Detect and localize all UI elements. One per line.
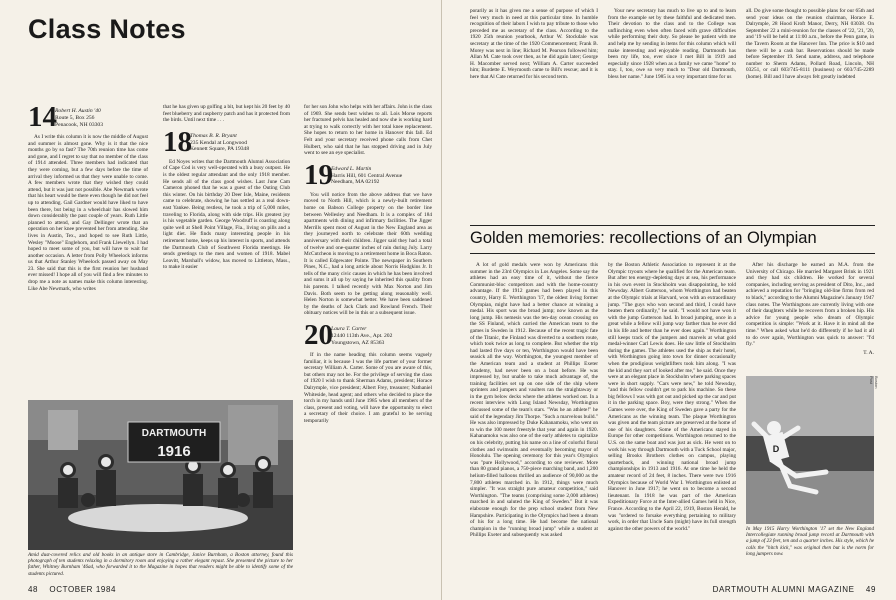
article-column-1 xyxy=(470,262,598,580)
page-number: 49 xyxy=(865,585,876,594)
headline-rule xyxy=(470,225,875,226)
address-line: Harris Hill, 601 Central Avenue xyxy=(331,172,403,179)
column-text: Ed Noyes writes that the Dartmouth Alumni Association of Cape Cod is very well-operated with a busy outpost. He is the oldest regular attendant and the only 1918 member. He sends all of the class good wishes. Last June Cam Cameron phoned that he was a guest of the Outing Club this winter. On his birthday 20 Deer Isle, Maine, residents came to celebrate, showing he has settled as a real down-east Yankee. Being restless, he took a trip of 5,000 miles, traveling to Florida, along with side trips. His greatest joy is his vegetable garden. George Woodruff is coasting along quite well at Shell Point Village, Fla., living on pills and a light diet. He finds many interesting people in his retirement home, keeps up his interest in sports, and attends the Dartmouth Club of Southwest Florida meetings. He sends greetings to the men and women of 1918. Mabel Leavitt, Marshall's widow, has moved to Littleton, Mass., to make it easier xyxy=(163,158,290,271)
address-line: Kennett Square, PA 19348 xyxy=(190,146,250,153)
pennant-year: 1916 xyxy=(157,443,191,460)
left-page xyxy=(0,0,442,600)
long-jump-photo xyxy=(746,376,874,524)
dorm-room-photo-art xyxy=(28,400,293,550)
column-text: for her son John who helps with her affairs. John is the class of 1969. She sends best wishes to all. Lois Morse reports her fractured pelvis has healed and now she is working hard at trying to walk correctly with her total knee replacement. She hopes to return to her home in Hanover this fall. Ed Felt and your secretary received phone calls from Chet Hulbert, who said that he has stopped driving and in July went to see an eye specialist. xyxy=(304,104,432,157)
class-year-18: 18 xyxy=(163,125,192,158)
pennant-text: DARTMOUTH xyxy=(141,428,207,439)
article-headline: Golden memories: recollections of an Olympian xyxy=(470,229,817,247)
column-text: If in the name heading this column seems vaguely familiar, it is because I was the life partner of your former secretary William A. Carter. Some of you are aware of this, but others may not be. For the privilege of serving the class of 1920 I wish to thank Sherman Adams, president; Horace Dalrymple, vice president; Albert Frey, treasurer; Nathaniel Whiteside, head agent; and others who decided to place the torch in my hands until June 1985 when all members of the class, present and voting, will have the opportunity to elect a secretary of their choice. I am grateful to be serving temporarily xyxy=(304,352,432,424)
class-entry-1920 xyxy=(304,319,432,352)
svg-text:D: D xyxy=(772,444,780,454)
class-entry-1919 xyxy=(304,158,432,191)
secretary-name: Laura T. Carter xyxy=(331,326,367,333)
page-footer-left xyxy=(28,585,116,594)
secretary-address-19 xyxy=(328,162,402,186)
column-2 xyxy=(608,8,736,222)
secretary-name: Robert H. Austin '40 xyxy=(55,108,101,114)
column-text: that he has given up golfing a bit, but kept his 20 feet by 40 feet blueberry and raspberry patch and has it protected from the birds. Until next time . . . xyxy=(163,104,290,124)
page-number: 48 xyxy=(28,585,39,594)
column-text: As I write this column it is now the middle of August and summer is almost gone. Why is it that the nice months go by so fast? The 70th reunion time has come and gone, and I regret to say that no member of the class of 1914 attended. Three members had indicated that they were coming, but a few days before the time of arrival they informed us that they were unable to come. A few members wrote that they wished they could attend, but it was just not possible. Abe Newmark wrote that his heart would be there even though he did not feel up to attending. Gail Gardner would have liked to have been there, but being in a wheelchair has slowed him down considerably the past couple of years. Ruth Little planned to attend, and Gay Dellinger wrote that an operation on her knee prevented her from attending. She lives in Austin, Tex., and hoped to see Ruth Little, Wesley "Moose" Englehorn, and Frank Llewellyn. I had hoped to meet some of you, but will have to wait for another occasion. A letter from Polly Wheelock informs us that Arthur Stanley Wheelock passed away on May 23. She said that this is the first reunion her husband ever missed! I hope all of you will find a few minutes to drop me a note as names make this column interesting. Like Abe Newmark, who writes xyxy=(28,134,148,292)
section-title: Class Notes xyxy=(28,14,186,44)
author-initials: T. A. xyxy=(863,349,874,356)
secretary-address-14 xyxy=(52,104,103,128)
address-line: 12440 113th Ave., Apt. 202 xyxy=(331,332,393,339)
column-2 xyxy=(163,104,290,388)
column-text: Your new secretary has much to live up to and to learn from the example set by these faithful and dedicated men. Their devotion to the class and to the College was unflinching even when often faced with grave difficulties while performing their duty. So please be patient with me and help me by sending in items for this column which will make interesting and enjoyable reading. Dartmouth has been my life, too, ever since I met Bill in 1919 and especially since 1928 when as a family we came "home" to stay. I, too, owe so very much to "Dear old Dartmouth, bless her name." June 1985 is a very important time for us xyxy=(608,8,736,80)
article-text: A lot of gold medals were won by Americans this summer in the 23rd Olympics in Los Angeles. Some say the athletes had an easy time of it, without the fierce Communist-bloc competitors and with the home-country advantage. If the 1912 games had been played in this country, Harry E. Worthington '17, the oldest living former Olympian, might have had a better chance at winning a medal. His sport was the broad jump; now known as the long jump. His nemesis was the ten-day ocean crossing on the SS Finland, which carried the American team to the games in Sweden in 1912. Because of the recent tragic fate of the Titanic, the Finland was diverted to a southern route, which took twice as long to complete. But whether the trip had lasted five days or ten, Worthington would have been seasick all the way. Worthington, the youngest member of the American team and a student at Phillips Exeter Academy, had never been on a boat before. He was impressed by, but unable to take much advantage of, the training facilities set up on one side of the ship where sprinters and jumpers and vaulters ran the straightaway or in the gym below decks where the athletes worked out. In a recent interview with Long Island Newsday, Worthington discussed some of the team's stars. "Was he an athlete!" he said of the legendary Jim Thorpe. "Such a marvelous build." He was also impressed by Duke Kahanamoku, who went on to win the 100 meter freestyle that year and again in 1920. Kahanamoku was also one of the early athletes to capitalize on his celebrity, putting his name on a line of colorful floral clothes and swimsuits and eventually becoming mayor of Honolulu. The opening ceremony for this year's Olympics was "pure Hollywood," according to one reviewer. More than 80 grand pianos, a 750-piece marching band, and 1,200 helium-filled balloons thrilled an audience of 90,000 as the 7,800 athletes marched in. In 1912, things were much simpler. "It was straight pure amateur competition," said Worthington. "The teams (comprising some 2,000 athletes) marched in and saluted the King of Sweden." But it was elaborate enough for the prep school student from New Hampshire. Participating in the Olympics had been a dream of his for a long time. He had become the national champion in the "running broad jump" while a student at Phillips Exeter and subsequently was asked xyxy=(470,262,598,539)
address-line: 235 Kendal at Longwood xyxy=(190,139,248,146)
right-page xyxy=(442,0,896,600)
class-entry-1918 xyxy=(163,125,290,158)
secretary-name: Thomas B. R. Bryant xyxy=(190,132,237,139)
article-column-3 xyxy=(746,262,874,372)
address-line: Route 5, Box 256 xyxy=(55,114,95,121)
secretary-address-18 xyxy=(187,129,249,153)
photo-caption: Amid dust-covered relics and old books in an antique store in Cambridge, Janice Burnham, a Boston attorney, found this photograph of ten students relaxing in a dormitory room and enjoying a rather elegant repast. She presented the picture to her father, Whitney Burnham '46ad, who forwarded it to the Magazine in hopes that readers might be able to identify some of the students pictured. xyxy=(28,552,293,577)
class-year-19: 19 xyxy=(304,158,333,191)
class-year-14: 14 xyxy=(28,104,57,133)
long-jump-photo-art xyxy=(746,376,874,524)
column-3 xyxy=(304,104,432,572)
page-footer-right xyxy=(713,585,876,594)
article-text: After his discharge he earned an M.A. from the University of Chicago. He married Margaret Brink in 1921 and they had six children. He worked for several companies, including serving as president of Dito, Inc., and achieved a reputation for "bringing old-line firms from red to black," according to the Alumni Magazine's January 1947 class notes. The Worthingtons are currently living with one of their daughters while he recovers from a broken hip. His advice for young people who dream of Olympic competition is simple: "Work at it. Have it in mind all the time." When asked what he'd do differently if he had it all to do over again, Worthington was quick to answer: "I'd fly." xyxy=(746,262,874,348)
article-text: by the Boston Athletic Association to represent it at the Olympic tryouts where he qualified for the American team. But after ten energy-depleting days at sea, his performance in his own event in Stockholm was disappointing, he told Newsday. Albert Gutterson, whom Worthington had beaten at the Olympic trials at Harvard, won with an extraordinary jump. "The guys who won second and third, I could have beaten them ordinarily," he said. "I would not have won it with the jump Gutterson had. In broad jumping, once in a great while a fellow will jump way farther than he ever did in his life and better than he ever does again." Worthington still keeps track of the jumpers and marvels at what gold medal-winner Carl Lewis does. He saw little of Stockholm during the games. The athletes used the ship as their hotel, with Worthington going into town for dinner occasionally when the prodigious weightlifters took him along. "I was the kid and they sort of looked after me," he said. Once they were at an elegant place in Stockholm where parking spaces were in short supply. "Cars were new," he told Newsday, "and this fellow couldn't get to park his machine. So these big fellows I was with got out and picked up the car and put it in the parking space. Boy, were they strong." When the Games were over, the King of Sweden gave a party for the Americans as the winning team. The plaque Worthington was given and the team picture are preserved at the home of one of his daughters. Some of the Americans stayed in Europe for other competitions. Worthington returned to the U.S. on the same boat and was just as sick. He went on to work his way through Dartmouth with a Tuck School major, selling Brooks Brothers clothes on campus, playing quarterback, and winning national broad jump championships in 1913 and 1916. At one time he held the amateur record of 24 feet, 8 inches. There were two 1916 Olympics because of World War I. Worthington enlisted at Hanover in June 1917; he went on to become a second lieutenant. In 1918 he was part of the American Expeditionary Force at the Inter-allied Games held in Nice, France. According to the April 22, 1919, Boston Herald, he was "ordered to forsake everything pertaining to military work, in order that Uncle Sam (might) have its full strength against the other powers of the world." xyxy=(608,262,736,532)
secretary-address-20 xyxy=(328,322,392,346)
column-1 xyxy=(470,8,598,222)
column-text: all. Do give some thought to possible plans for our 65th and send your ideas on the reunion chairman, Horace E. Dalrymple, 28 Hood Kroft Manor, Derry, NH 03038. On September 22 a mini-reunion for the classes of '22, '21, '20, and '19 will be held at 11:00 a.m., before the Penn game, in the Tavern Room at the Hanover Inn. The price is $10 and there will be a cash bar. Reservations should be made before September 19. Send name, address, and telephone number to Sherm Adams, Pollard Road, Lincoln, NH 03251, or call 603/745-8111 (business) or 603/745-2289 (home). Bill and I have always felt greatly indebted xyxy=(746,8,874,80)
issue-date: OCTOBER 1984 xyxy=(49,585,117,594)
address-line: Penacook, NH 03303 xyxy=(55,121,104,128)
column-text: porarily as it has given me a sense of purpose of which I feel very much in need at this particular time. In humble recognition of their labors I wish to pay tribute to those who preceded me as secretary of the class. According to the 1920 25th reunion yearbook, Arthur W. Stockdale was secretary at the time of the 1920 Commencement; Frank B. Morey was next in line; Richard M. Pearson followed him; Allan M. Cate took over then, as he did again later; George H. Macomber served next; William A. Carter succeeded him; Burdette E. Weymouth came to Bill's rescue; and it is here that Al Cate returned for his second term. xyxy=(470,8,598,80)
article-column-2 xyxy=(608,262,736,580)
magazine-name: DARTMOUTH ALUMNI MAGAZINE xyxy=(712,585,855,594)
address-line: Needham, MA 02192 xyxy=(331,179,380,186)
class-year-20: 20 xyxy=(304,319,333,352)
photo-credit: Boston Post xyxy=(869,376,879,389)
column-3 xyxy=(746,8,874,222)
headline-rule xyxy=(470,253,875,254)
secretary-name: Edward L. Martin xyxy=(331,165,372,172)
photo-caption: In May 1915 Harry Worthington '17 set the New England Intercollegiate running broad jump record at Dartmouth with a jump of 23 feet, ten and a quarter inches. His style, which he calls the "hitch kick," was original then but is the norm for long jumpers now. xyxy=(746,526,874,557)
column-1 xyxy=(28,104,148,400)
class-entry-1914 xyxy=(28,104,148,133)
column-text: You will notice from the above address that we have moved to North Hill, which is a newly-built retirement home on Babson College property on the border line between Wellesley and Needham. It is a complex of 184 apartments with dining and infirmary facilities. The Jigger Merrills spent most of August in the New England area as they journeyed north to celebrate their 60th wedding anniversary with their children. Jigger said they had a total of twelve and one-quarter inches of rain during July. Larry McCutcheon is moving to a retirement home in Boca Raton. It is called Edgewater Pointe. The newspaper in Southern Pines, N.C., had a long article about Norris Hodgkins Jr. It tells of the many civic causes in which he has been involved and sums it all up by saying he inherited this quality from his parents. I talked recently with Max Norton and Jim Davis. Both seem to be getting along reasonably well. Helen Norton is somewhat better. We have been saddened by the deaths of Jack Clark and Rowland French. Their obituary notices will be in this or a subsequent issue. xyxy=(304,191,432,317)
address-line: Youngstown, AZ 85363 xyxy=(331,339,385,346)
dorm-room-photo xyxy=(28,400,293,550)
